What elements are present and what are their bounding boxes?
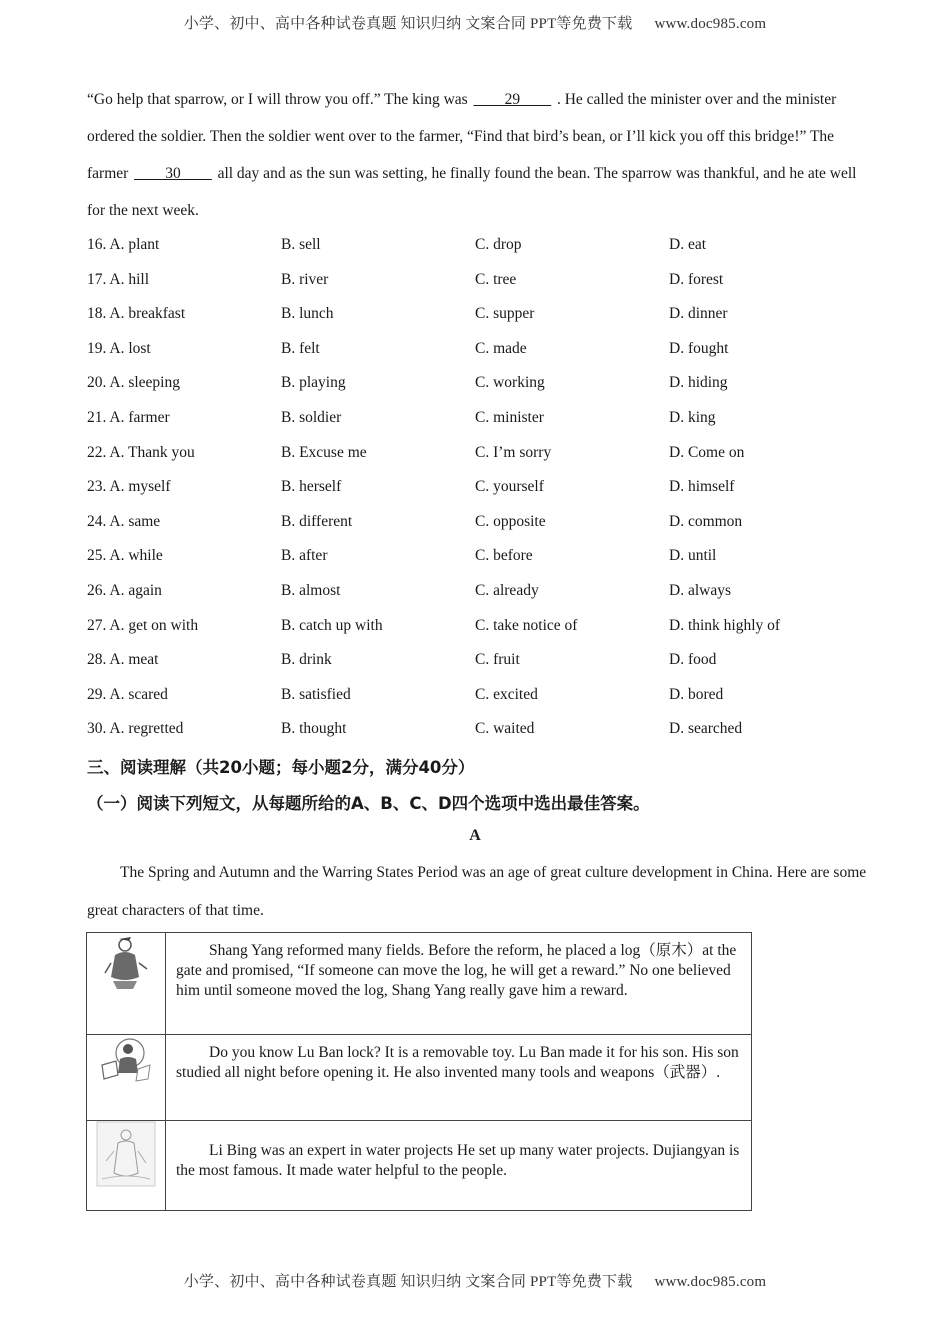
option-c: C. drop: [475, 236, 522, 253]
option-b: B. different: [281, 512, 353, 530]
passage-text: all day and as the sun was setting, he finally found the bean. The sparrow was thankful, and he ate well for the next week.: [87, 165, 857, 219]
option-a: 28. A. meat: [87, 651, 159, 669]
option-b: B. lunch: [281, 305, 334, 323]
option-b: B. playing: [281, 374, 346, 392]
option-a: 19. A. lost: [87, 339, 151, 357]
option-b: B. satisfied: [281, 685, 351, 703]
option-b: B. Excuse me: [281, 443, 367, 461]
question-row: [87, 333, 867, 368]
question-row: [87, 610, 867, 645]
option-c: C. waited: [475, 720, 535, 738]
passage-text: “Go help that sparrow, or I will throw you off.” The king was: [87, 91, 472, 108]
option-a: 24. A. same: [87, 512, 161, 530]
blank-30: ____30____: [134, 165, 212, 182]
page-footer: [0, 1270, 950, 1291]
question-row: [87, 437, 867, 472]
passage-intro: The Spring and Autumn and the Warring States Period was an age of great culture development in China. Here are some great characters of that time.: [87, 864, 867, 919]
option-a: 18. A. breakfast: [87, 305, 186, 323]
passage-end-paragraph: [87, 81, 867, 229]
option-c: C. excited: [475, 685, 538, 703]
page-header: [0, 12, 950, 33]
question-row: [87, 575, 867, 610]
option-d: D. hiding: [669, 374, 728, 392]
option-a: 30. A. regretted: [87, 720, 184, 738]
option-b: B. after: [281, 547, 328, 565]
question-row: [87, 298, 867, 333]
option-b: B. thought: [281, 720, 347, 738]
option-b: B. herself: [281, 478, 342, 496]
option-a: 25. A. while: [87, 547, 163, 565]
header-url[interactable]: www.doc985.com: [654, 16, 767, 32]
option-a: 22. A. Thank you: [87, 443, 195, 461]
passage-label: A: [469, 827, 481, 844]
character-text: Do you know Lu Ban lock? It is a removable toy. Lu Ban made it for his son. His son studied all night before opening it. He also invented many tools and weapons（武器）.: [176, 1044, 739, 1081]
footer-url[interactable]: www.doc985.com: [654, 1274, 767, 1290]
option-d: D. searched: [669, 720, 743, 738]
footer-text: 小学、初中、高中各种试卷真题 知识归纳 文案合同 PPT等免费下载: [183, 1274, 633, 1290]
question-row: [87, 264, 867, 299]
option-b: B. sell: [281, 236, 321, 253]
portrait-cell: [87, 933, 166, 1035]
character-description: [166, 1035, 752, 1121]
option-d: D. king: [669, 408, 716, 426]
question-row: [87, 367, 867, 402]
question-row: [87, 540, 867, 575]
option-c: C. take notice of: [475, 616, 578, 634]
option-c: C. already: [475, 581, 539, 599]
option-a: 21. A. farmer: [87, 408, 170, 426]
option-d: D. food: [669, 651, 717, 669]
question-row: [87, 229, 867, 264]
question-row: [87, 713, 867, 748]
character-text: Shang Yang reformed many fields. Before the reform, he placed a log（原木）at the gate and promised, “If someone can move the log, he will get a reward.” No one believed him until someone moved the log, Shang Yang really gave him a reward.: [176, 942, 737, 999]
li-bing-portrait-icon: [87, 1121, 165, 1187]
portrait-cell: [87, 1035, 166, 1121]
header-text: 小学、初中、高中各种试卷真题 知识归纳 文案合同 PPT等免费下载: [183, 16, 633, 32]
table-row: [87, 1035, 752, 1121]
section-subtitle: （一）阅读下列短文，从每题所给的A、B、C、D四个选项中选出最佳答案。: [87, 794, 650, 813]
option-c: C. supper: [475, 305, 535, 323]
option-a: 29. A. scared: [87, 685, 168, 703]
characters-table: [86, 932, 752, 1211]
option-d: D. bored: [669, 685, 724, 703]
passage-text: . He called the minister over and the minister ordered the soldier. Then the soldier went over to the farmer, “Find that bird’s bean, or I’ll kick you off this bridge!” The farmer: [87, 91, 837, 182]
option-a: 23. A. myself: [87, 478, 171, 496]
table-row: [87, 933, 752, 1035]
option-d: D. until: [669, 547, 717, 565]
question-row: [87, 644, 867, 679]
option-b: B. felt: [281, 339, 320, 357]
option-b: B. drink: [281, 651, 332, 669]
question-options-list: [87, 229, 867, 748]
option-d: D. common: [669, 512, 743, 530]
option-a: 26. A. again: [87, 581, 162, 599]
option-b: B. soldier: [281, 408, 342, 426]
option-c: C. yourself: [475, 478, 544, 496]
character-description: [166, 933, 752, 1035]
option-c: C. fruit: [475, 651, 520, 669]
option-c: C. minister: [475, 408, 544, 426]
question-row: [87, 471, 867, 506]
option-d: D. always: [669, 581, 731, 599]
option-c: C. made: [475, 339, 527, 357]
option-d: D. think highly of: [669, 616, 781, 634]
lu-ban-portrait-icon: [87, 1035, 165, 1087]
question-row: [87, 402, 867, 437]
option-a: 20. A. sleeping: [87, 374, 180, 392]
blank-29: ____29____: [473, 91, 552, 108]
option-d: D. dinner: [669, 305, 728, 323]
option-a: 27. A. get on with: [87, 616, 199, 634]
option-d: D. eat: [669, 236, 707, 253]
portrait-cell: [87, 1121, 166, 1211]
option-b: B. almost: [281, 581, 341, 599]
option-c: C. I’m sorry: [475, 443, 552, 461]
option-a: 17. A. hill: [87, 270, 150, 288]
option-d: D. Come on: [669, 443, 745, 461]
option-d: D. fought: [669, 339, 729, 357]
option-c: C. tree: [475, 270, 517, 288]
character-description: [166, 1121, 752, 1211]
option-d: D. himself: [669, 478, 735, 496]
question-row: [87, 506, 867, 541]
character-text: Li Bing was an expert in water projects He set up many water projects. Dujiangyan is the most famous. It made water helpful to the people.: [176, 1142, 740, 1179]
option-c: C. opposite: [475, 512, 546, 530]
question-row: [87, 679, 867, 714]
option-b: B. river: [281, 270, 329, 288]
section-title: 三、阅读理解（共20小题；每小题2分，满分40分）: [87, 758, 475, 777]
option-a: 16. A. plant: [87, 236, 160, 253]
shang-yang-portrait-icon: [87, 933, 165, 991]
option-b: B. catch up with: [281, 616, 383, 634]
option-c: C. working: [475, 374, 545, 392]
option-d: D. forest: [669, 270, 724, 288]
option-c: C. before: [475, 547, 533, 565]
table-row: [87, 1121, 752, 1211]
